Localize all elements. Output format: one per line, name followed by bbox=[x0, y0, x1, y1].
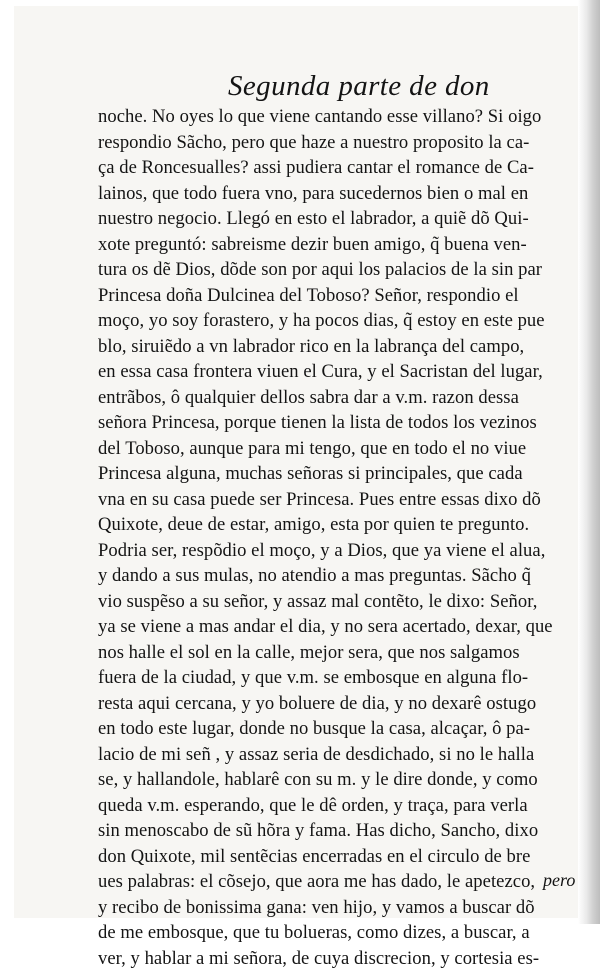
text-line: y dando a sus mulas, no atendio a mas preguntas. Sãcho q̃ bbox=[98, 563, 588, 589]
text-line: xote preguntó: sabreisme dezir buen amigo, q̃ buena ven- bbox=[98, 232, 588, 258]
text-line: sin menoscabo de sũ hõra y fama. Has dicho, Sancho, dixo bbox=[98, 818, 588, 844]
text-line: nuestro negocio. Llegó en esto el labrador, a quiẽ dõ Qui- bbox=[98, 206, 588, 232]
text-line: lacio de mi señ , y assaz seria de desdichado, si no le halla bbox=[98, 742, 588, 768]
text-line: don Quixote, mil sentẽcias encerradas en el circulo de bre bbox=[98, 844, 588, 870]
text-line: entrãbos, ô qualquier dellos sabra dar a v.m. razon dessa bbox=[98, 385, 588, 411]
text-line: vna en su casa puede ser Princesa. Pues entre essas dixo dõ bbox=[98, 487, 588, 513]
text-line: resta aqui cercana, y yo boluere de dia, y no dexarê ostugo bbox=[98, 691, 588, 717]
catchword: pero bbox=[543, 870, 575, 891]
text-line: queda v.m. esperando, que le dê orden, y traça, para verla bbox=[98, 793, 588, 819]
text-line: moço, yo soy forastero, y ha pocos dias, q̃ estoy en este pue bbox=[98, 308, 588, 334]
text-line: lainos, que todo fuera vno, para sucedernos bien o mal en bbox=[98, 181, 588, 207]
running-head: Segunda parte de don bbox=[228, 70, 548, 103]
text-line: ya se viene a mas andar el dia, y no sera acertado, dexar, que bbox=[98, 614, 588, 640]
text-line: en todo este lugar, donde no busque la casa, alcaçar, ô pa- bbox=[98, 716, 588, 742]
text-line: ver, y hablar a mi señora, de cuya discrecion, y cortesia es- bbox=[98, 946, 588, 971]
text-line: respondio Sãcho, pero que haze a nuestro proposito la ca- bbox=[98, 130, 588, 156]
text-line: se, y hallandole, hablarê con su m. y le dire donde, y como bbox=[98, 767, 588, 793]
text-line: señora Princesa, porque tienen la lista de todos los vezinos bbox=[98, 410, 588, 436]
body-text bbox=[98, 104, 588, 971]
text-line: y recibo de bonissima gana: ven hijo, y vamos a buscar dõ bbox=[98, 895, 588, 921]
text-line: Podria ser, respõdio el moço, y a Dios, que ya viene el alua, bbox=[98, 538, 588, 564]
text-line: ues palabras: el cõsejo, que aora me has dado, le apetezco, bbox=[98, 869, 588, 895]
text-line: blo, siruiẽdo a vn labrador rico en la labrança del campo, bbox=[98, 334, 588, 360]
text-line: nos halle el sol en la calle, mejor sera, que nos salgamos bbox=[98, 640, 588, 666]
text-line: Princesa alguna, muchas señoras si principales, que cada bbox=[98, 461, 588, 487]
text-line: tura os dẽ Dios, dõde son por aqui los palacios de la sin par bbox=[98, 257, 588, 283]
text-line: Princesa doña Dulcinea del Toboso? Señor, respondio el bbox=[98, 283, 588, 309]
text-line: vio suspẽso a su señor, y assaz mal contẽto, le dixo: Señor, bbox=[98, 589, 588, 615]
text-line: de me embosque, que tu bolueras, como dizes, a buscar, a bbox=[98, 920, 588, 946]
text-line: fuera de la ciudad, y que v.m. se embosque en alguna flo- bbox=[98, 665, 588, 691]
text-line: Quixote, deue de estar, amigo, esta por quien te pregunto. bbox=[98, 512, 588, 538]
text-line: en essa casa frontera viuen el Cura, y el Sacristan del lugar, bbox=[98, 359, 588, 385]
text-line: ça de Roncesualles? assi pudiera cantar el romance de Ca- bbox=[98, 155, 588, 181]
text-line: noche. No oyes lo que viene cantando esse villano? Si oigo bbox=[98, 104, 588, 130]
text-line: del Toboso, aunque para mi tengo, que en todo el no viue bbox=[98, 436, 588, 462]
